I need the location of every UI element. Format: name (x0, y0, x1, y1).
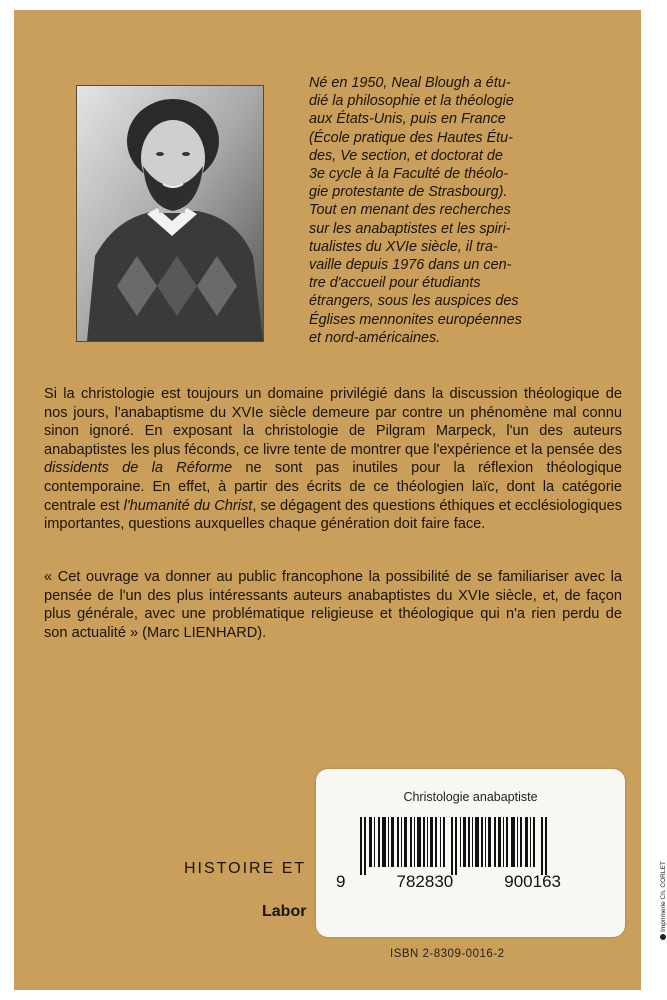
bio-line: dié la philosophie et la théologie (309, 93, 514, 110)
bio-line: tualistes du XVIe siècle, il tra- (309, 238, 498, 255)
price-sticker (316, 769, 625, 937)
bio-line: vaille depuis 1976 dans un cen- (309, 257, 512, 274)
author-photo (76, 85, 264, 342)
summary-italic: dissidents de la Réforme (44, 460, 233, 477)
publisher-name: Labor (262, 903, 307, 920)
isbn-label: ISBN 2-8309-0016-2 (390, 948, 505, 960)
bio-line: Tout en menant des recherches (309, 202, 511, 219)
bio-line: Églises mennonites européennes (309, 311, 522, 328)
bio-line: aux États-Unis, puis en France (309, 111, 506, 128)
bio-line: 3e cycle à la Faculté de théolo- (309, 166, 509, 183)
summary-text: ne sont pas inutiles pour la réflexion théologique contemporaine. En effet, à partir des écrits de ce théologien laïc, dont la catégorie centrale est (44, 460, 622, 514)
barcode-digit-group: 900163 (504, 872, 561, 891)
bio-line: des, Ve section, et doctorat de (309, 147, 503, 164)
series-title: HISTOIRE ET (184, 860, 307, 877)
sticker-title: Christologie anabaptiste (403, 790, 538, 804)
bio-line: et nord-américaines. (309, 329, 441, 346)
barcode-icon (360, 817, 550, 875)
quote-paragraph: « Cet ouvrage va donner au public francophone la possibilité de se familiariser avec la pensée de l'un des plus intéressants auteurs anabaptistes du XVIe siècle, et, de façon plus générale, avec une problématique religieuse et théologique qui n'a rien perdu de son actualité » (Marc LIENHARD). (44, 569, 622, 641)
barcode-digit-group: 782830 (396, 872, 454, 891)
summary-italic: l'humanité du Christ (123, 497, 253, 514)
summary-paragraph (44, 385, 622, 534)
bio-line: tre d'accueil pour étudiants (309, 275, 481, 292)
bio-line: sur les anabaptistes et les spiri- (309, 220, 511, 237)
printer-credit (660, 861, 667, 940)
barcode-number (336, 872, 561, 892)
bio-line: Né en 1950, Neal Blough a étu- (309, 75, 511, 91)
printer-label: Imprimerie Ch. CORLET (660, 861, 667, 932)
bio-line: étrangers, sous les auspices des (309, 293, 519, 310)
author-bio (309, 74, 614, 347)
bio-line: (École pratique des Hautes Étu- (309, 129, 513, 146)
summary-text: Si la christologie est toujours un domaine privilégié dans la discussion théologique de nos jours, l'anabaptisme du XVIe siècle demeure par contre un phénomène mal connu sinon ignoré. En exposant la christologie de Pilgram Marpeck, l'un des auteurs anabaptistes les plus féconds, ce livre tente de montrer que l'expérience et la pensée des (44, 386, 622, 458)
barcode-digit-group: 9 (336, 872, 346, 891)
summary-text: , se dégagent des questions éthiques et ecclésiologiques importantes, questions auxquelles chaque génération doit faire face. (44, 497, 623, 533)
printer-logo-icon (660, 934, 666, 940)
bio-line: gie protestante de Strasbourg). (309, 184, 508, 201)
